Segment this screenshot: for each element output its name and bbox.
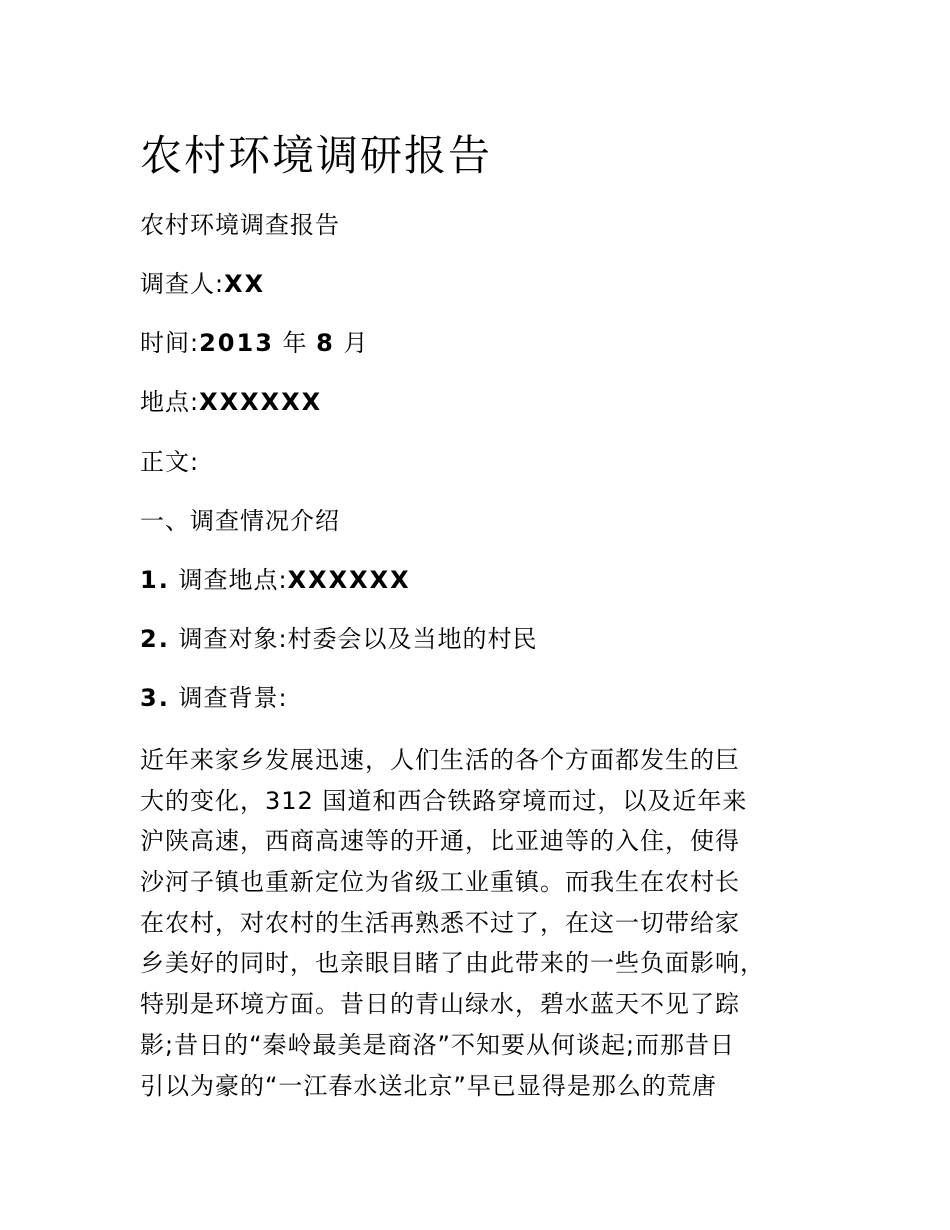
paragraph-line: 沪陕高速，西商高速等的开通，比亚迪等的入住，使得	[140, 827, 740, 856]
body-label: 正文:	[140, 448, 200, 476]
paragraph-line: 大的变化，312 国道和西合铁路穿境而过，以及近年来	[140, 786, 748, 815]
item-2	[140, 623, 538, 655]
item-1-value: XXXXXX	[287, 566, 411, 594]
item-1-label: 调查地点:	[178, 566, 288, 594]
item-3-label: 调查背景:	[178, 684, 288, 712]
paragraph-line: 影;昔日的“秦岭最美是商洛”不知要从何谈起;而那昔日	[140, 1030, 736, 1059]
background-paragraph	[140, 740, 820, 1106]
date-month: 8	[316, 329, 335, 357]
item-2-label: 调查对象:村委会以及当地的村民	[178, 625, 538, 653]
paragraph-line: 乡美好的同时，也亲眼目睹了由此带来的一些负面影响，	[140, 949, 765, 978]
investigator-value: XX	[224, 270, 266, 298]
investigator-line	[140, 268, 265, 300]
item-3-number: 3.	[140, 684, 170, 712]
date-line	[140, 327, 369, 359]
location-line	[140, 386, 322, 418]
investigator-label: 调查人:	[140, 270, 225, 298]
paragraph-line: 特别是环境方面。昔日的青山绿水，碧水蓝天不见了踪	[140, 990, 740, 1019]
date-year: 2013	[199, 329, 274, 357]
section-heading: 一、调查情况介绍	[140, 507, 340, 535]
location-value: XXXXXX	[199, 388, 323, 416]
report-subtitle: 农村环境调查报告	[140, 211, 340, 239]
document-title: 农村环境调研报告	[140, 131, 493, 180]
location-label: 地点:	[140, 388, 200, 416]
paragraph-line: 近年来家乡发展迅速，人们生活的各个方面都发生的巨	[140, 746, 740, 774]
paragraph-line: 沙河子镇也重新定位为省级工业重镇。而我生在农村长	[140, 868, 740, 897]
item-1-number: 1.	[140, 566, 170, 594]
paragraph-line: 在农村，对农村的生活再熟悉不过了，在这一切带给家	[140, 908, 740, 937]
date-month-unit: 月	[343, 329, 369, 357]
item-3	[140, 682, 288, 714]
item-1	[140, 564, 411, 596]
date-year-unit: 年	[282, 329, 308, 357]
date-label: 时间:	[140, 329, 200, 357]
paragraph-line: 引以为豪的“一江春水送北京”早已显得是那么的荒唐	[140, 1071, 717, 1100]
item-2-number: 2.	[140, 625, 170, 653]
